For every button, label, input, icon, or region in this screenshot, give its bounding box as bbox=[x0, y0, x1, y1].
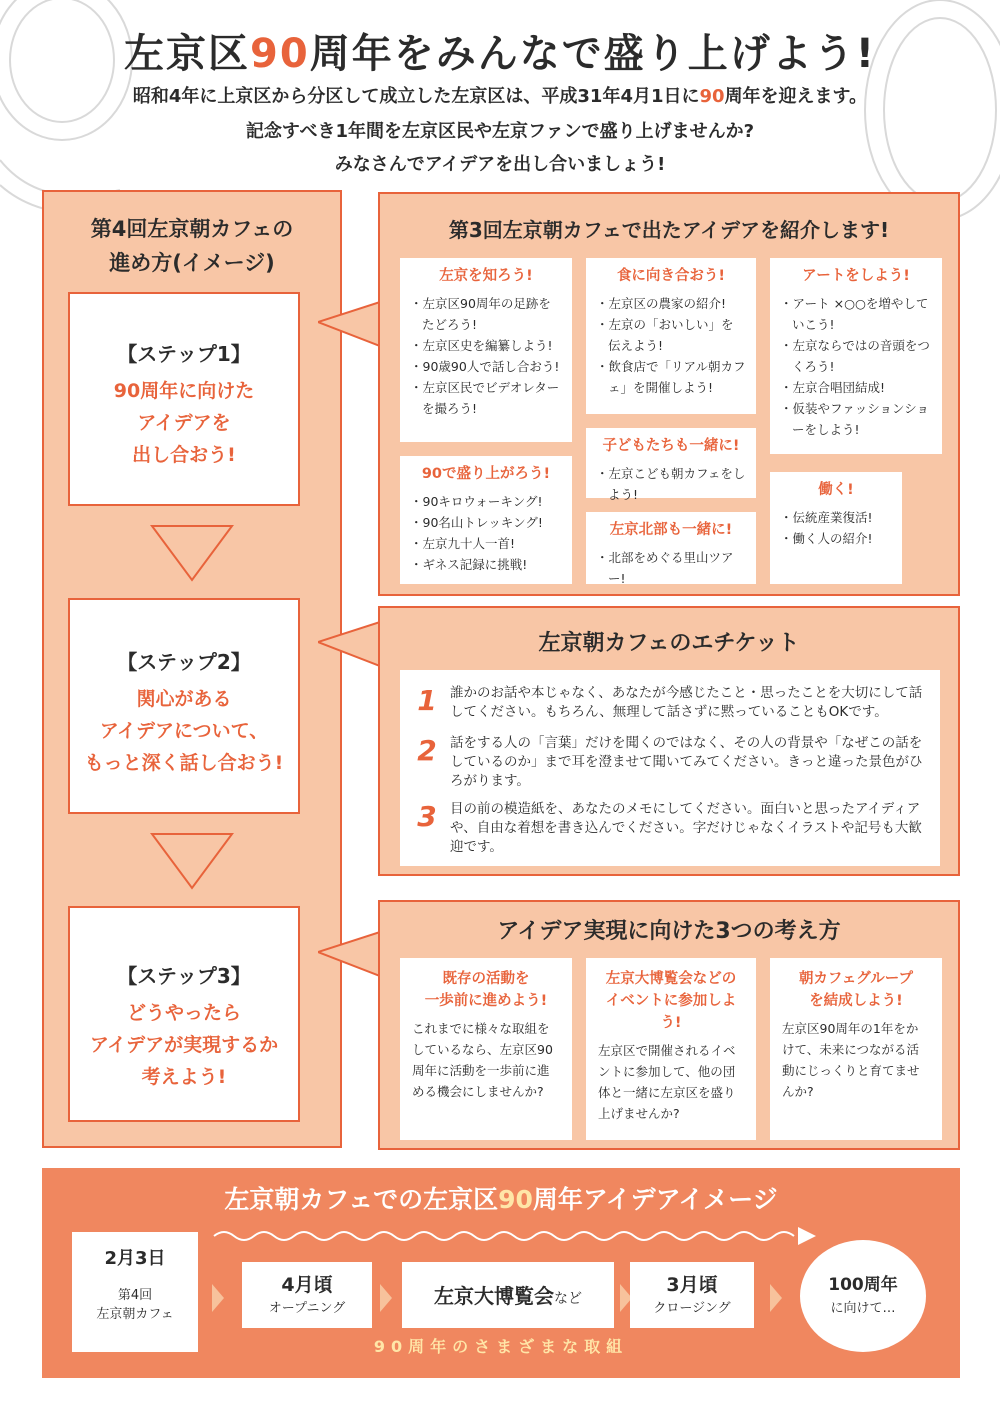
etiquette-title: 左京朝カフェのエチケット bbox=[538, 631, 800, 656]
pointer-icon bbox=[318, 620, 382, 670]
timeline-closing-box: 3月頃 クロージング bbox=[630, 1262, 754, 1328]
process-title: 第4回左京朝カフェの 進め方(イメージ) bbox=[90, 217, 294, 275]
step-1-label: 【ステップ1】 bbox=[117, 342, 251, 366]
timeline-arrow-icon bbox=[380, 1284, 392, 1312]
timeline-100-circle: 100周年 に向けて… bbox=[800, 1240, 926, 1352]
pointer-icon bbox=[318, 930, 382, 980]
idea-box-work: 働く! ・ 伝統産業復活! ・ 働く人の紹介! bbox=[770, 472, 902, 584]
thinking-title: アイデア実現に向けた3つの考え方 bbox=[497, 919, 841, 944]
etiquette-item-2: 2 話をする人の「言葉」だけを聞くのではなく、その人の背景や「なぜこの話をしているのか」まで耳を澄ませて聞いてみてください。きっと違った景色がひろがります。 bbox=[417, 734, 923, 789]
step-3-text: どうやったら アイデアが実現するか 考えよう! bbox=[89, 1002, 279, 1088]
thinking-box-group: 朝カフェグループ を結成しよう! 左京区90周年の1年をかけて、未来につながる活動にじっくりと育てませんか? bbox=[770, 958, 942, 1140]
lead-line-3: みなさんでアイデアを出し合いましょう! bbox=[334, 154, 666, 175]
page-title: 左京区90周年をみんなで盛り上げよう! bbox=[124, 31, 876, 77]
step-2-text: 関心がある アイデアについて、 もっと深く話し合おう! bbox=[84, 688, 284, 774]
step-arrow-down-icon bbox=[150, 832, 234, 890]
pointer-icon bbox=[318, 300, 382, 350]
thinking-box-events: 左京大博覧会などの イベントに参加しよう! 左京区で開催されるイベントに参加して、他の団体と一緒に左京区を盛り上げませんか? bbox=[586, 958, 756, 1140]
idea-box-food: 食に向き合おう! ・ 左京区の農家の紹介! ・ 左京の「おいしい」を伝えよう! ・ 飲食店で「リアル朝カフェ」を開催しよう! bbox=[586, 258, 756, 414]
idea-box-90: 90で盛り上がろう! ・ 90キロウォーキング! ・ 90名山トレッキング! ・ 左京九十人一首! ・ ギネス記録に挑戦! bbox=[400, 456, 572, 584]
lead-line-2: 記念すべき1年間を左京区民や左京ファンで盛り上げませんか? bbox=[245, 121, 755, 142]
step-arrow-down-icon bbox=[150, 524, 234, 582]
step-3-box bbox=[68, 906, 300, 1122]
idea-box-children: 子どもたちも一緒に! ・ 左京こども朝カフェをしよう! bbox=[586, 428, 756, 498]
idea-box-north: 左京北部も一緒に! ・ 北部をめぐる里山ツアー! bbox=[586, 512, 756, 584]
step-2-box bbox=[68, 598, 300, 814]
timeline-title: 左京朝カフェでの左京区90周年アイデアイメージ bbox=[224, 1185, 778, 1214]
idea-box-art: アートをしよう! ・ アート ×○○を増やしていこう! ・ 左京ならではの音頭をつくろう! ・ 左京合唱団結成! ・ 仮装やファッションショーをしよう! bbox=[770, 258, 942, 454]
idea-box-know-sakyo: 左京を知ろう! ・ 左京区90周年の足跡をたどろう! ・ 左京区史を編纂しよう! ・ 90歳90人で話し合おう! ・ 左京区民でビデオレターを撮ろう! bbox=[400, 258, 572, 442]
timeline-arrow-icon bbox=[212, 1284, 224, 1312]
step-3-label: 【ステップ3】 bbox=[117, 964, 251, 988]
thinking-box-advance: 既存の活動を 一歩前に進めよう! これまでに様々な取組をしているなら、左京区90周年に活動を一歩前に進める機会にしませんか? bbox=[400, 958, 572, 1140]
etiquette-item-3: 3 目の前の模造紙を、あなたのメモにしてください。面白いと思ったアイディアや、自由な着想を書き込んでください。字だけじゃなくイラストや記号も大歓迎です。 bbox=[417, 800, 922, 855]
etiquette-item-1: 1 誰かのお話や本じゃなく、あなたが今感じたこと・思ったことを大切にして話してください。もちろん、無理して話さずに黙っていることもOKです。 bbox=[417, 684, 923, 720]
timeline-expo-box: 左京大博覧会など bbox=[402, 1262, 614, 1328]
timeline-start-box: 2月3日 第4回 左京朝カフェ bbox=[72, 1232, 198, 1352]
lead-line-1: 昭和4年に上京区から分区して成立した左京区は、平成31年4月1日に90周年を迎えます。 bbox=[132, 86, 868, 107]
timeline-opening-box: 4月頃 オープニング bbox=[242, 1262, 372, 1328]
wavy-arrow-icon bbox=[210, 1222, 820, 1248]
step-1-box bbox=[68, 292, 300, 506]
step-1-text: 90周年に向けた アイデアを 出し合おう! bbox=[113, 380, 255, 466]
step-2-label: 【ステップ2】 bbox=[117, 650, 251, 674]
timeline-footer: 90周年のさまざまな取組 bbox=[373, 1337, 629, 1356]
timeline-arrow-icon bbox=[770, 1284, 782, 1312]
ideas-title: 第3回左京朝カフェで出たアイデアを紹介します! bbox=[448, 218, 890, 242]
